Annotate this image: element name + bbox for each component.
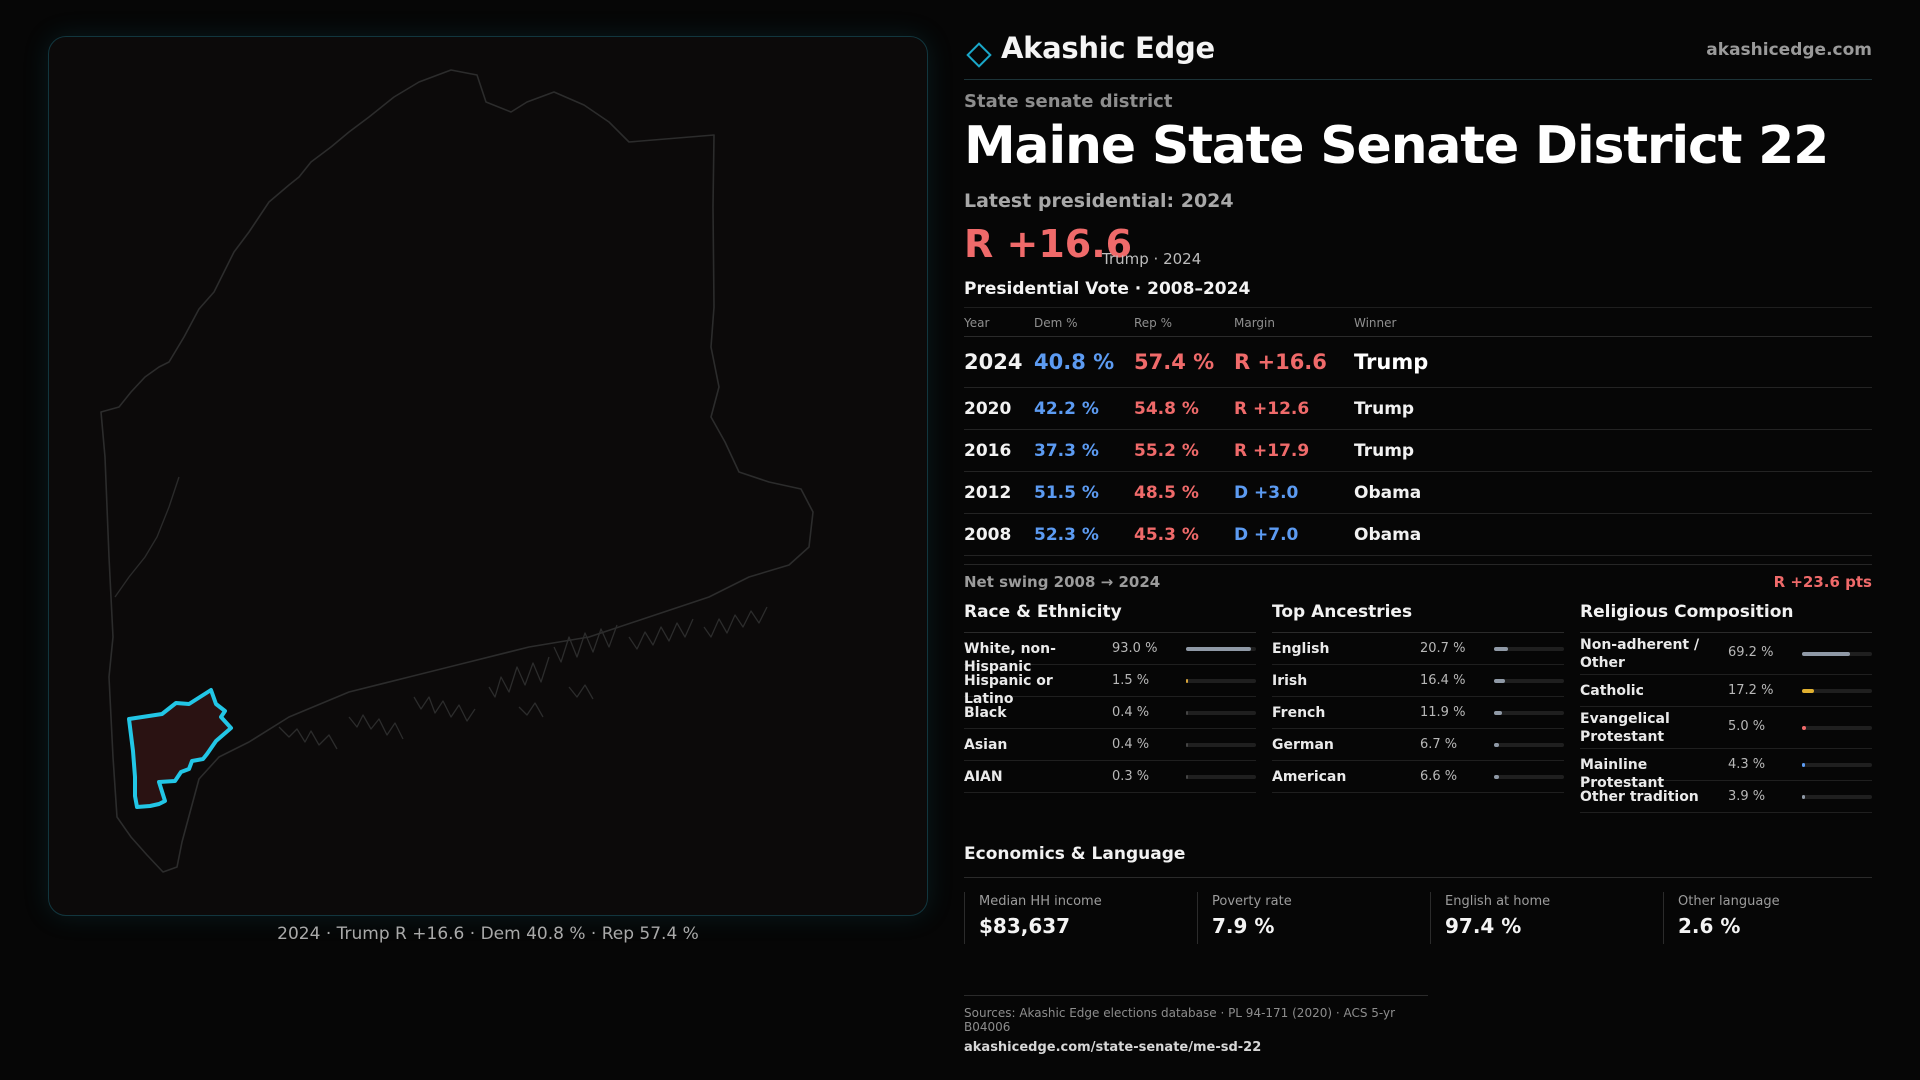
district-highlight[interactable] xyxy=(129,690,231,807)
item-value: 0.4 % xyxy=(1112,705,1150,720)
page-title: Maine State Senate District 22 xyxy=(964,116,1829,176)
cell-winner: Trump xyxy=(1354,350,1429,374)
ancestry-section xyxy=(1272,600,1564,793)
list-item xyxy=(1272,729,1564,761)
share-bar xyxy=(1186,711,1256,715)
list-item xyxy=(1580,675,1872,707)
share-bar-fill xyxy=(1802,652,1850,656)
share-bar xyxy=(1802,726,1872,730)
econ-stat xyxy=(964,892,1191,944)
item-label: Asian xyxy=(964,737,1008,753)
cell-dem: 37.3 % xyxy=(1034,441,1099,461)
item-label: White, non-Hispanic xyxy=(964,641,1056,675)
col-rep: Rep % xyxy=(1134,316,1173,330)
item-value: 17.2 % xyxy=(1728,683,1774,698)
share-bar xyxy=(1494,743,1564,747)
item-label: Other tradition xyxy=(1580,789,1699,805)
race-ethnicity-section xyxy=(964,600,1256,793)
item-label: French xyxy=(1272,705,1326,721)
share-bar-fill xyxy=(1802,763,1805,767)
share-bar-fill xyxy=(1186,743,1188,747)
econ-stat-value: 7.9 % xyxy=(1212,914,1275,938)
item-label: American xyxy=(1272,769,1347,785)
cell-year: 2024 xyxy=(964,350,1023,374)
cell-winner: Trump xyxy=(1354,399,1415,419)
econ-stat-label: Poverty rate xyxy=(1212,894,1292,909)
net-swing-value: R +23.6 pts xyxy=(1773,573,1872,591)
econ-stat-value: 97.4 % xyxy=(1445,914,1522,938)
cell-margin: D +7.0 xyxy=(1234,525,1299,545)
share-bar-fill xyxy=(1186,711,1188,715)
headline-margin-sub: Trump · 2024 xyxy=(1102,250,1202,268)
cell-margin: R +17.9 xyxy=(1234,441,1310,461)
district-kicker: State senate district xyxy=(964,91,1173,112)
econ-stat-label: English at home xyxy=(1445,894,1551,909)
cell-year: 2016 xyxy=(964,441,1012,461)
item-value: 4.3 % xyxy=(1728,757,1766,772)
cell-rep: 55.2 % xyxy=(1134,441,1199,461)
cell-rep: 54.8 % xyxy=(1134,399,1199,419)
item-value: 20.7 % xyxy=(1420,641,1466,656)
share-bar-fill xyxy=(1494,743,1499,747)
item-label: Black xyxy=(964,705,1007,721)
cell-winner: Obama xyxy=(1354,483,1422,503)
item-value: 6.6 % xyxy=(1420,769,1458,784)
list-item xyxy=(1272,697,1564,729)
cell-rep: 48.5 % xyxy=(1134,483,1199,503)
cell-rep: 57.4 % xyxy=(1134,350,1215,374)
net-swing-label: Net swing 2008 → 2024 xyxy=(964,573,1161,591)
item-label: Irish xyxy=(1272,673,1308,689)
map-caption: 2024 · Trump R +16.6 · Dem 40.8 % · Rep 57.4 % xyxy=(277,924,699,944)
share-bar xyxy=(1494,679,1564,683)
item-label: Non-adherent / Other xyxy=(1580,637,1700,671)
item-value: 16.4 % xyxy=(1420,673,1466,688)
coastline-islands xyxy=(279,607,767,749)
item-label: AIAN xyxy=(964,769,1003,785)
share-bar-fill xyxy=(1802,689,1814,693)
diamond-logo-icon xyxy=(966,42,992,68)
share-bar xyxy=(1802,795,1872,799)
list-item xyxy=(964,761,1256,793)
share-bar-fill xyxy=(1802,726,1806,730)
cell-dem: 40.8 % xyxy=(1034,350,1115,374)
cell-winner: Obama xyxy=(1354,525,1422,545)
cell-dem: 42.2 % xyxy=(1034,399,1099,419)
brand-header xyxy=(964,30,1872,80)
item-label: Hispanic or Latino xyxy=(964,673,1053,707)
col-margin: Margin xyxy=(1234,316,1275,330)
list-item xyxy=(1272,761,1564,793)
cell-dem: 51.5 % xyxy=(1034,483,1099,503)
item-value: 93.0 % xyxy=(1112,641,1158,656)
cell-rep: 45.3 % xyxy=(1134,525,1199,545)
item-value: 0.3 % xyxy=(1112,769,1150,784)
share-bar xyxy=(1186,679,1256,683)
item-label: Mainline Protestant xyxy=(1580,757,1665,791)
item-label: Evangelical Protestant xyxy=(1580,711,1670,745)
econ-stat xyxy=(1197,892,1424,944)
econ-stat-value: $83,637 xyxy=(979,914,1071,938)
item-label: German xyxy=(1272,737,1334,753)
cell-year: 2020 xyxy=(964,399,1012,419)
econ-stat-value: 2.6 % xyxy=(1678,914,1741,938)
latest-presidential-label: Latest presidential: 2024 xyxy=(964,190,1234,212)
share-bar-fill xyxy=(1494,711,1502,715)
race-ethnicity-heading: Race & Ethnicity xyxy=(964,600,1256,633)
share-bar xyxy=(1494,775,1564,779)
list-item xyxy=(964,729,1256,761)
share-bar-fill xyxy=(1494,647,1508,651)
item-value: 6.7 % xyxy=(1420,737,1458,752)
table-row xyxy=(964,337,1872,388)
sources-url[interactable]: akashicedge.com/state-senate/me-sd-22 xyxy=(964,1040,1262,1055)
share-bar xyxy=(1494,711,1564,715)
item-value: 1.5 % xyxy=(1112,673,1150,688)
table-row xyxy=(964,472,1872,514)
share-bar-fill xyxy=(1494,679,1505,683)
item-label: English xyxy=(1272,641,1330,657)
col-winner: Winner xyxy=(1354,316,1397,330)
share-bar-fill xyxy=(1494,775,1499,779)
cell-year: 2012 xyxy=(964,483,1012,503)
state-map xyxy=(49,37,928,916)
list-item xyxy=(1580,707,1872,749)
list-item xyxy=(964,633,1256,675)
sources-line: Sources: Akashic Edge elections database · PL 94-171 (2020) · ACS 5-yr B04006 xyxy=(964,1006,1396,1034)
sources-footer xyxy=(964,995,1428,1055)
share-bar-fill xyxy=(1186,647,1251,651)
share-bar xyxy=(1494,647,1564,651)
table-row xyxy=(964,514,1872,556)
cell-winner: Trump xyxy=(1354,441,1415,461)
list-item xyxy=(1272,633,1564,665)
econ-stat-label: Median HH income xyxy=(979,894,1102,909)
net-swing xyxy=(964,564,1872,594)
religion-heading: Religious Composition xyxy=(1580,600,1872,633)
list-item xyxy=(1580,781,1872,813)
presidential-vote-table xyxy=(964,307,1872,556)
item-value: 5.0 % xyxy=(1728,719,1766,734)
presidential-vote-heading: Presidential Vote · 2008–2024 xyxy=(964,279,1251,299)
list-item xyxy=(964,665,1256,707)
cell-margin: D +3.0 xyxy=(1234,483,1299,503)
table-header xyxy=(964,307,1872,337)
table-row xyxy=(964,430,1872,472)
share-bar xyxy=(1186,743,1256,747)
cell-dem: 52.3 % xyxy=(1034,525,1099,545)
cell-margin: R +16.6 xyxy=(1234,350,1327,374)
headline-margin: R +16.6 xyxy=(964,222,1133,266)
econ-stat xyxy=(1663,892,1890,944)
share-bar xyxy=(1186,775,1256,779)
economics-heading: Economics & Language xyxy=(964,844,1872,878)
list-item xyxy=(1272,665,1564,697)
item-value: 3.9 % xyxy=(1728,789,1766,804)
share-bar xyxy=(1802,652,1872,656)
share-bar-fill xyxy=(1186,775,1188,779)
share-bar xyxy=(1802,763,1872,767)
cell-margin: R +12.6 xyxy=(1234,399,1310,419)
map-panel[interactable] xyxy=(48,36,928,916)
ancestry-heading: Top Ancestries xyxy=(1272,600,1564,633)
share-bar xyxy=(1802,689,1872,693)
list-item xyxy=(1580,749,1872,791)
item-value: 0.4 % xyxy=(1112,737,1150,752)
brand-name: Akashic Edge xyxy=(1001,31,1215,65)
col-year: Year xyxy=(964,316,990,330)
religion-section xyxy=(1580,600,1872,813)
item-value: 11.9 % xyxy=(1420,705,1466,720)
river-border-line xyxy=(115,477,179,597)
share-bar-fill xyxy=(1802,795,1805,799)
item-value: 69.2 % xyxy=(1728,645,1774,660)
list-item xyxy=(964,697,1256,729)
econ-stat xyxy=(1430,892,1657,944)
table-row xyxy=(964,388,1872,430)
cell-year: 2008 xyxy=(964,525,1012,545)
list-item xyxy=(1580,633,1872,675)
share-bar-fill xyxy=(1186,679,1188,683)
econ-stat-label: Other language xyxy=(1678,894,1780,909)
item-label: Catholic xyxy=(1580,683,1644,699)
col-dem: Dem % xyxy=(1034,316,1078,330)
brand-url[interactable]: akashicedge.com xyxy=(1706,40,1872,60)
share-bar xyxy=(1186,647,1256,651)
